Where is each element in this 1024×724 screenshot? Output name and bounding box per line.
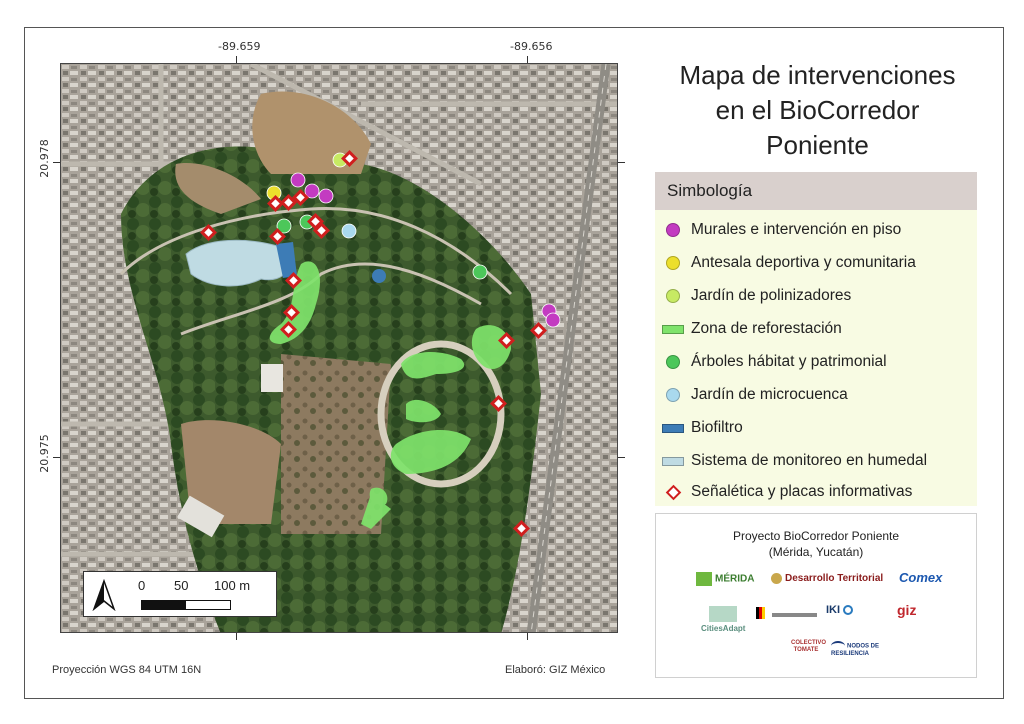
legend-item-label: Biofiltro bbox=[691, 419, 743, 436]
coord-lat-2: 20.975 bbox=[37, 434, 51, 473]
scale-segment-light bbox=[185, 600, 231, 610]
lime-circle-icon bbox=[661, 286, 685, 306]
map-title-line3: Poniente bbox=[766, 130, 869, 160]
iki-emblem-icon bbox=[843, 605, 853, 615]
legend-item-reforestacion bbox=[661, 318, 842, 340]
legend-item-microcuenca bbox=[661, 384, 848, 406]
legend-item-senaletica bbox=[661, 481, 912, 503]
map-title-line2: en el BioCorredor bbox=[715, 95, 920, 125]
iki-logo: IKI bbox=[826, 604, 853, 616]
colectivo-tomate-logo: COLECTIVO TOMATE bbox=[791, 640, 827, 653]
legend-panel bbox=[655, 172, 977, 506]
legend-item-murales bbox=[661, 219, 901, 241]
legend-item-label: Murales e intervención en piso bbox=[691, 221, 902, 238]
giz-logo: giz bbox=[897, 602, 917, 618]
green-area-icon bbox=[661, 319, 685, 339]
blue-area-icon bbox=[661, 418, 685, 438]
projection-note: Proyección WGS 84 UTM 16N bbox=[52, 664, 202, 676]
scale-label-50: 50 bbox=[174, 578, 189, 593]
tick-lon-2-top bbox=[527, 56, 528, 63]
tick-lon-1-bottom bbox=[236, 633, 237, 640]
legend-item-label: Jardín de polinizadores bbox=[691, 287, 852, 304]
coord-lat-1: 20.978 bbox=[37, 139, 51, 178]
tick-lon-2-bottom bbox=[527, 633, 528, 640]
tick-lat-1-right bbox=[618, 162, 625, 163]
tick-lon-1-top bbox=[236, 56, 237, 63]
map-title bbox=[655, 58, 980, 163]
legend-item-label: Jardín de microcuenca bbox=[691, 386, 848, 403]
citiesadapt-emblem-icon bbox=[709, 606, 737, 622]
nodos-emblem-icon bbox=[831, 641, 845, 651]
citiesadapt-logo: CitiesAdapt bbox=[701, 606, 745, 633]
tick-lat-1-left bbox=[53, 162, 60, 163]
aerial-map[interactable] bbox=[60, 63, 618, 633]
legend-item-monitoreo bbox=[661, 450, 927, 472]
coord-lon-2: -89.656 bbox=[510, 40, 553, 53]
green-circle-icon bbox=[661, 352, 685, 372]
legend-item-label: Árboles hábitat y patrimonial bbox=[691, 353, 887, 370]
scale-bar bbox=[83, 571, 277, 617]
legend-item-label: Zona de reforestación bbox=[691, 320, 842, 337]
legend-item-antesala bbox=[661, 252, 916, 274]
legend-item-polinizadores bbox=[661, 285, 851, 307]
credits-panel bbox=[655, 513, 977, 678]
project-location: (Mérida, Yucatán) bbox=[768, 545, 864, 559]
scale-label-100: 100 m bbox=[214, 578, 251, 593]
author-note: Elaboró: GIZ México bbox=[505, 664, 606, 676]
nodos-resiliencia-logo: NODOS DE RESILIENCIA bbox=[831, 641, 891, 658]
north-arrow-icon bbox=[92, 579, 116, 611]
scale-segment-dark bbox=[141, 600, 187, 610]
legend-heading: Simbología bbox=[655, 172, 977, 210]
aerial-map-canvas bbox=[61, 64, 618, 633]
map-title-line1: Mapa de intervenciones bbox=[679, 60, 956, 90]
lightblue-circle-icon bbox=[661, 385, 685, 405]
legend-item-label: Sistema de monitoreo en humedal bbox=[691, 452, 928, 469]
german-ministry-logo bbox=[756, 606, 817, 624]
scale-label-0: 0 bbox=[138, 578, 146, 593]
merida-logo: MÉRIDA bbox=[696, 572, 754, 586]
merida-emblem-icon bbox=[696, 572, 712, 586]
legend-item-label: Señalética y placas informativas bbox=[691, 483, 913, 500]
seal-icon bbox=[771, 573, 782, 584]
red-diamond-icon bbox=[661, 482, 685, 502]
coord-lon-1: -89.659 bbox=[218, 40, 261, 53]
tick-lat-2-left bbox=[53, 457, 60, 458]
pale-blue-area-icon bbox=[661, 451, 685, 471]
legend-item-label: Antesala deportiva y comunitaria bbox=[691, 254, 916, 271]
magenta-circle-icon bbox=[661, 220, 685, 240]
comex-logo: Comex bbox=[899, 570, 943, 585]
legend-item-arboles bbox=[661, 351, 887, 373]
project-name: Proyecto BioCorredor Poniente bbox=[732, 529, 900, 543]
tick-lat-2-right bbox=[618, 457, 625, 458]
desarrollo-territorial-logo: Desarrollo Territorial bbox=[771, 573, 883, 584]
yellow-circle-icon bbox=[661, 253, 685, 273]
legend-item-biofiltro bbox=[661, 417, 743, 439]
